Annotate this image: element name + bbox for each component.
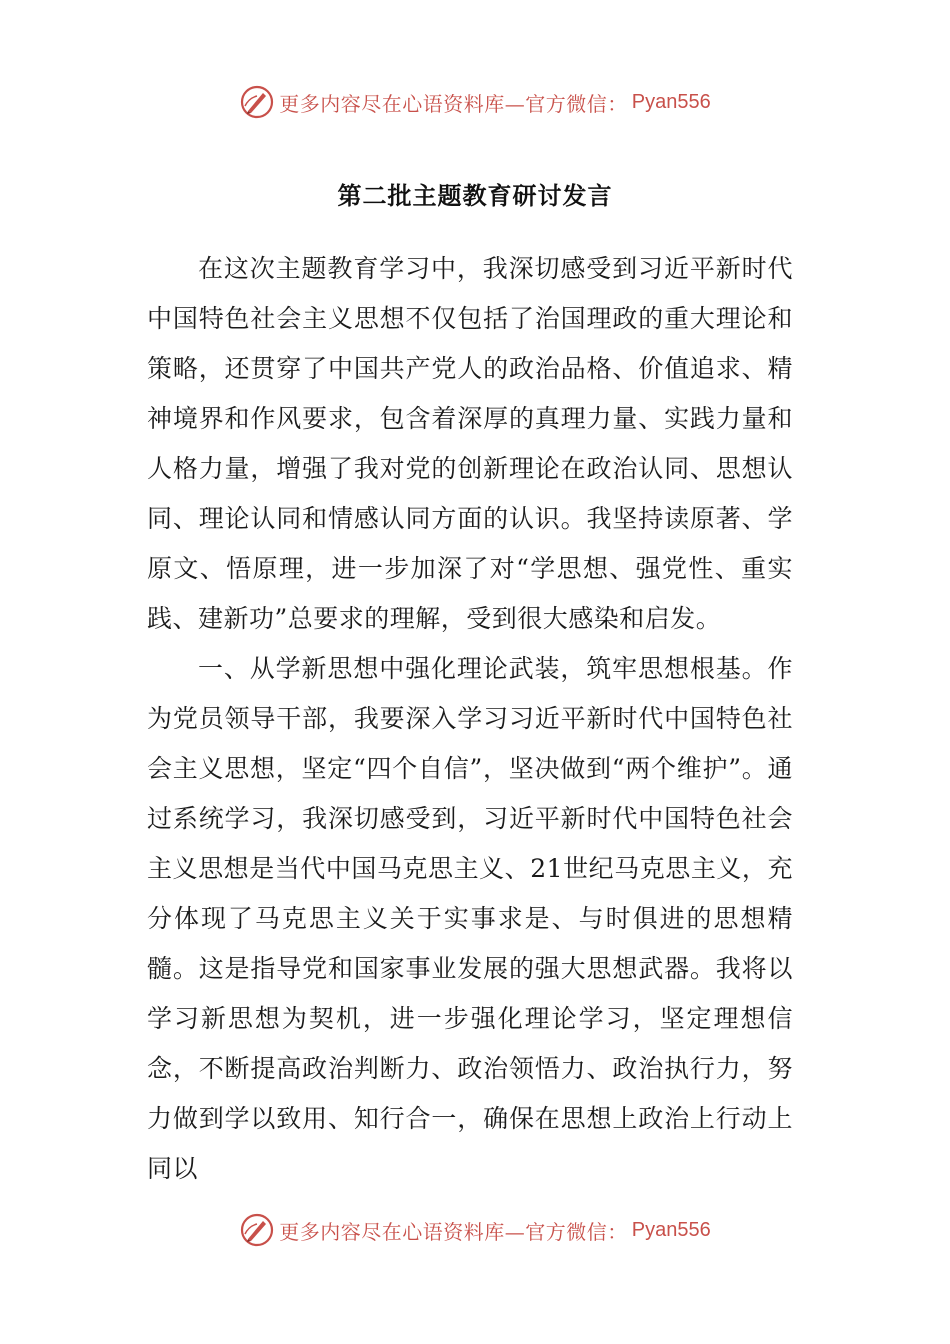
watermark-site-text: 更多内容尽在心语资料库—官方微信： [279, 91, 628, 116]
watermark-wechat-id: Pyan556 [631, 1218, 711, 1241]
pen-logo-icon [239, 84, 275, 120]
pen-logo-icon [239, 1212, 275, 1248]
document-body [147, 244, 793, 1194]
header-watermark [0, 82, 950, 122]
document-title: 第二批主题教育研讨发言 [337, 182, 613, 210]
watermark-site-text: 更多内容尽在心语资料库—官方微信： [279, 1219, 628, 1244]
paragraph-section-one: 一、从学新思想中强化理论武装，筑牢思想根基。作为党员领导干部，我要深入学习习近平新时代中国特色社会主义思想，坚定“四个自信”，坚决做到“两个维护”。通过系统学习，我深切感受到，习近平新时代中国特色社会主义思想是当代中国马克思主义、21世纪马克思主义，充分体现了马克思主义关于实事求是、与时俱进的思想精髓。这是指导党和国家事业发展的强大思想武器。我将以学习新思想为契机，进一步强化理论学习，坚定理想信念，不断提高政治判断力、政治领悟力、政治执行力，努力做到学以致用、知行合一，确保在思想上政治上行动上同以 [147, 654, 793, 1183]
paragraph-intro: 在这次主题教育学习中，我深切感受到习近平新时代中国特色社会主义思想不仅包括了治国理政的重大理论和策略，还贯穿了中国共产党人的政治品格、价值追求、精神境界和作风要求，包含着深厚的真理力量、实践力量和人格力量，增强了我对党的创新理论在政治认同、思想认同、理论认同和情感认同方面的认识。我坚持读原著、学原文、悟原理，进一步加深了对“学思想、强党性、重实践、建新功”总要求的理解，受到很大感染和启发。 [147, 254, 793, 633]
watermark-wechat-id: Pyan556 [631, 90, 711, 113]
footer-watermark [0, 1210, 950, 1250]
